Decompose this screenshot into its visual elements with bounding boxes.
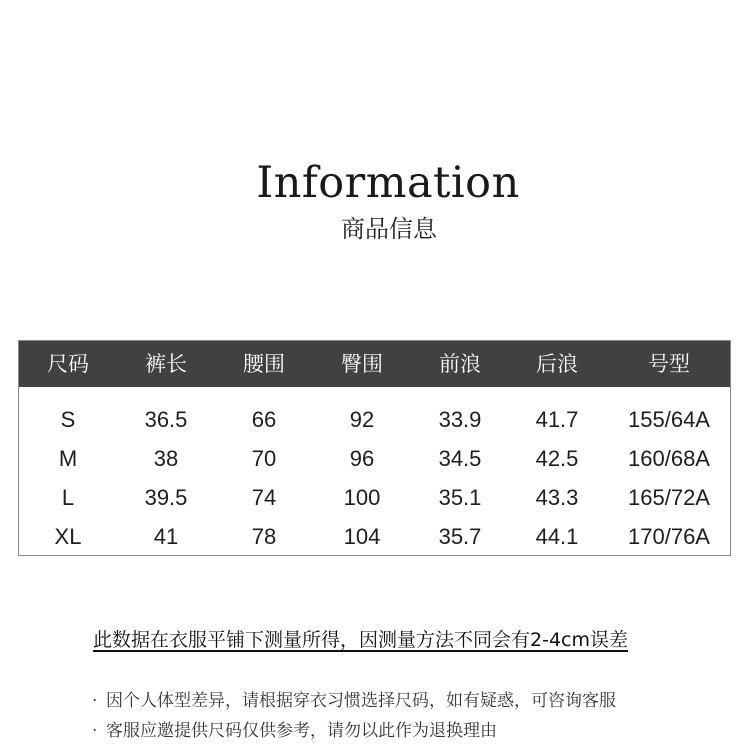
header-cell-front-rise: 前浪 <box>439 352 481 376</box>
table-cell: 35.1 <box>438 485 482 510</box>
table-row <box>19 439 730 478</box>
table-cell: M <box>58 446 78 471</box>
title-cn: 商品信息 <box>341 215 437 243</box>
table-header <box>19 341 730 387</box>
table-cell: 70 <box>251 446 277 471</box>
tip-text: 客服应邀提供尺码仅供参考，请勿以此作为退换理由 <box>106 721 497 741</box>
table-cell: XL <box>54 524 82 549</box>
table-cell: 44.1 <box>535 524 579 549</box>
table-cell: L <box>61 485 75 510</box>
table-cell: 41.7 <box>535 407 579 432</box>
table-cell: 170/76A <box>628 524 710 549</box>
table-cell: 34.5 <box>438 446 482 471</box>
header-cell-waist: 腰围 <box>243 352 285 376</box>
header-cell-size: 尺码 <box>47 352 89 376</box>
header-cell-model: 号型 <box>648 352 690 376</box>
size-table <box>18 340 731 556</box>
table-cell: 42.5 <box>535 446 579 471</box>
table-row <box>19 517 730 556</box>
table-row <box>19 478 730 517</box>
table-cell: 100 <box>343 485 381 510</box>
table-cell: 96 <box>349 446 375 471</box>
tip-text: 因个人体型差异，请根据穿衣习惯选择尺码，如有疑惑，可咨询客服 <box>106 691 616 711</box>
table-cell: 165/72A <box>628 485 710 510</box>
header-cell-hip: 臀围 <box>341 352 383 376</box>
table-cell: 92 <box>349 407 375 432</box>
table-cell: 38 <box>153 446 179 471</box>
table-cell: 39.5 <box>144 485 188 510</box>
table-cell: 33.9 <box>438 407 482 432</box>
tip-item <box>92 716 732 746</box>
table-cell: 43.3 <box>535 485 579 510</box>
table-cell: 160/68A <box>628 446 710 471</box>
table-cell: 78 <box>251 524 277 549</box>
table-row <box>19 400 730 439</box>
tips-list <box>92 686 732 746</box>
table-cell: S <box>60 407 76 432</box>
bullet-icon: · <box>92 691 98 711</box>
tip-item <box>92 686 732 716</box>
table-cell: 104 <box>343 524 381 549</box>
table-cell: 74 <box>251 485 277 510</box>
title-en: Information <box>256 158 520 208</box>
table-cell: 41 <box>153 524 179 549</box>
table-cell: 35.7 <box>438 524 482 549</box>
header-cell-length: 裤长 <box>145 352 187 376</box>
header-cell-back-rise: 后浪 <box>536 352 578 376</box>
table-cell: 36.5 <box>144 407 188 432</box>
measurement-notice: 此数据在衣服平铺下测量所得，因测量方法不同会有2-4cm误差 <box>93 629 628 651</box>
table-cell: 66 <box>251 407 277 432</box>
table-cell: 155/64A <box>628 407 710 432</box>
bullet-icon: · <box>92 721 98 741</box>
